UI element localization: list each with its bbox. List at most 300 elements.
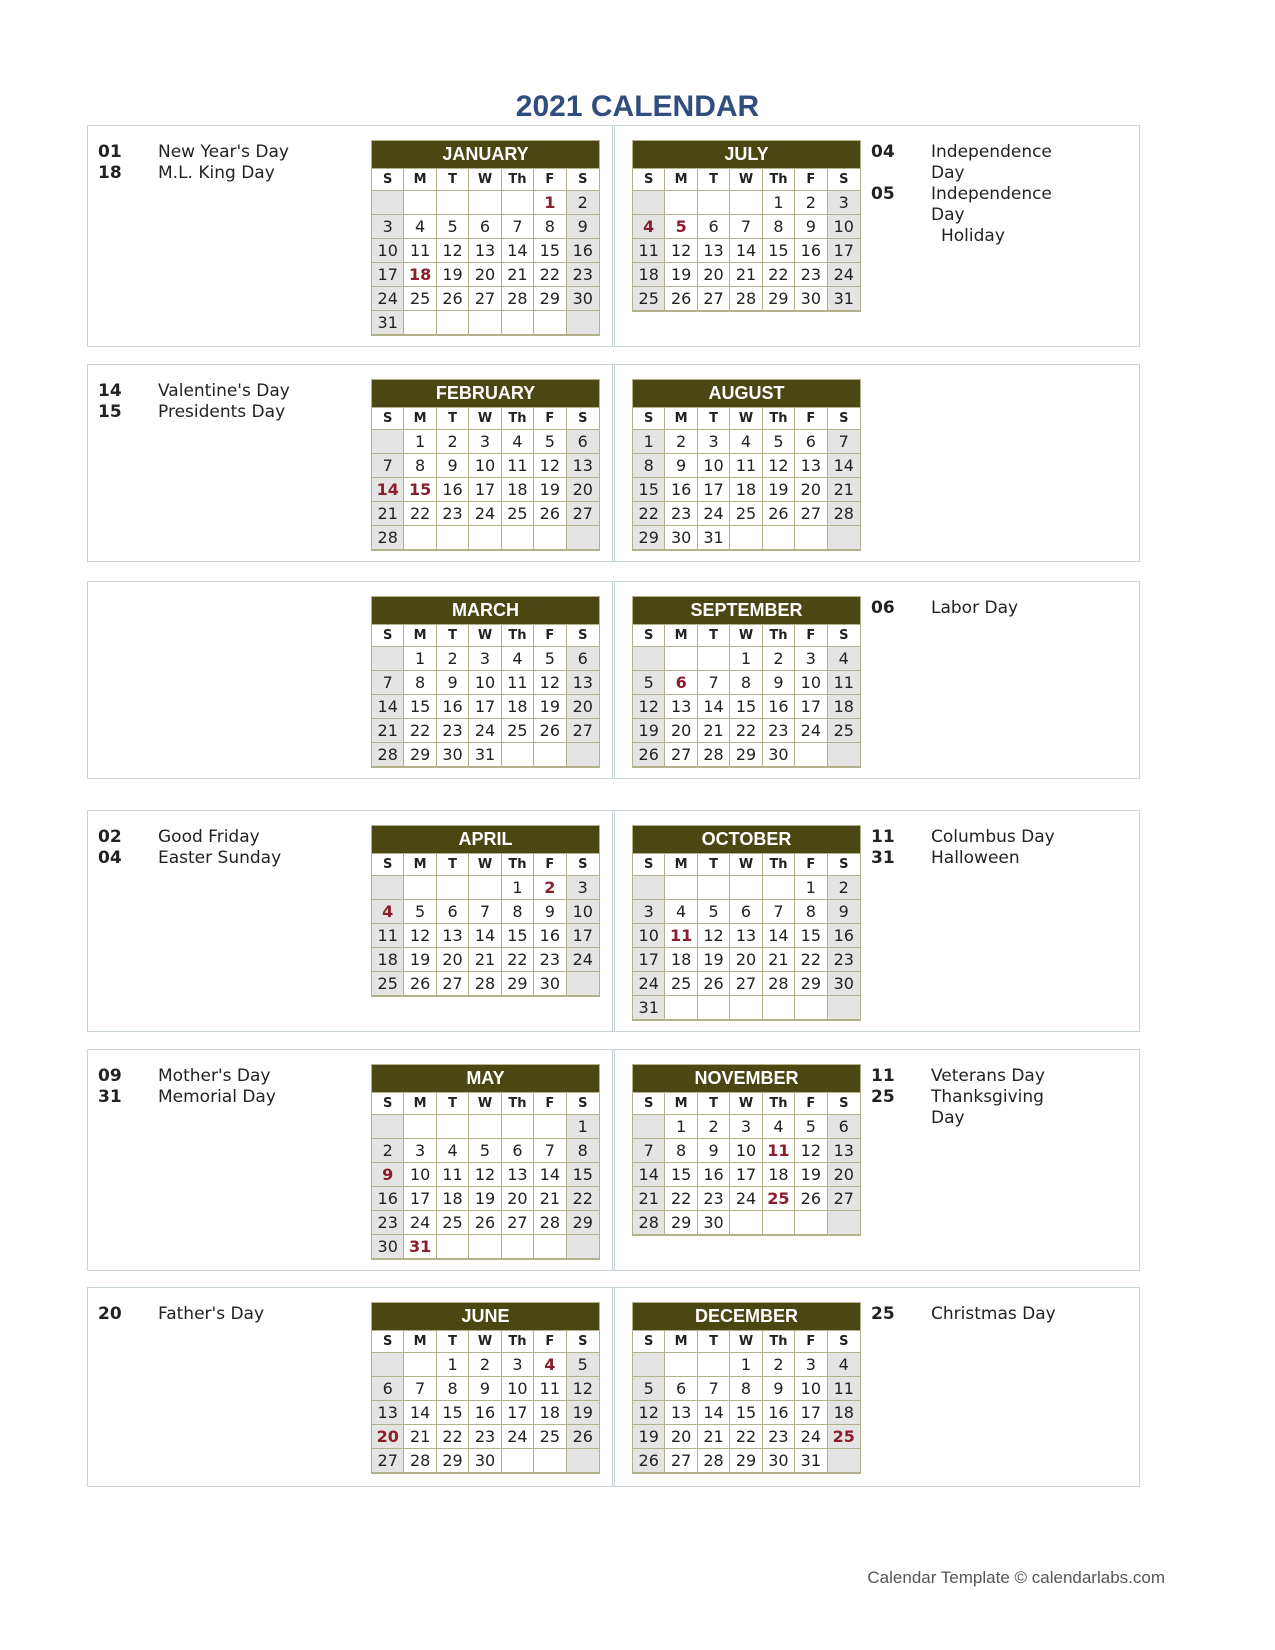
holiday-date: 05 [871, 184, 895, 204]
holiday-item [871, 598, 1081, 619]
day-cell: 8 [633, 454, 665, 478]
day-cell: 13 [795, 454, 827, 478]
day-cell: 5 [633, 671, 665, 695]
weekday-header: T [437, 408, 469, 430]
day-cell: 30 [534, 972, 566, 996]
day-cell: 10 [795, 1377, 827, 1401]
day-cell: 5 [567, 1353, 599, 1377]
day-cell: 29 [502, 972, 534, 996]
day-cell: 1 [730, 1353, 762, 1377]
empty-cell [534, 311, 566, 335]
empty-cell [372, 647, 404, 671]
empty-cell [372, 876, 404, 900]
holiday-list [98, 827, 308, 869]
day-cell: 5 [404, 900, 436, 924]
month-calendar [371, 379, 600, 551]
day-cell: 24 [469, 719, 501, 743]
month-name: JANUARY [372, 141, 599, 169]
day-cell: 7 [730, 215, 762, 239]
day-cell: 25 [404, 287, 436, 311]
day-cell: 24 [795, 1425, 827, 1449]
day-cell: 3 [795, 647, 827, 671]
empty-cell [665, 876, 697, 900]
holiday-date: 02 [98, 827, 122, 847]
empty-cell [469, 1235, 501, 1259]
holiday-list [98, 381, 308, 423]
empty-cell [437, 1235, 469, 1259]
empty-cell [567, 311, 599, 335]
day-cell: 22 [567, 1187, 599, 1211]
weekday-header: Th [502, 169, 534, 191]
weekday-header: W [469, 625, 501, 647]
day-cell: 31 [795, 1449, 827, 1473]
day-cell: 14 [372, 695, 404, 719]
day-cell: 7 [763, 900, 795, 924]
holiday-name: Mother's Day [158, 1066, 271, 1086]
day-cell: 4 [372, 900, 404, 924]
empty-cell [763, 526, 795, 550]
day-cell: 4 [404, 215, 436, 239]
day-cell: 8 [730, 671, 762, 695]
day-cell: 4 [828, 647, 860, 671]
empty-cell [534, 1115, 566, 1139]
holiday-date: 01 [98, 142, 122, 162]
day-cell: 3 [730, 1115, 762, 1139]
holiday-item [871, 1066, 1081, 1087]
day-cell: 23 [763, 1425, 795, 1449]
day-cell: 16 [763, 695, 795, 719]
day-cell: 10 [469, 454, 501, 478]
day-cell: 29 [730, 1449, 762, 1473]
holiday-item [98, 381, 308, 402]
day-cell: 31 [828, 287, 860, 311]
weekday-header: S [633, 854, 665, 876]
day-cell: 24 [502, 1425, 534, 1449]
day-cell: 5 [437, 215, 469, 239]
day-cell: 12 [633, 1401, 665, 1425]
day-cell: 5 [469, 1139, 501, 1163]
day-cell: 27 [698, 287, 730, 311]
day-cell: 12 [633, 695, 665, 719]
day-cell: 24 [404, 1211, 436, 1235]
footer-credit: Calendar Template © calendarlabs.com [867, 1568, 1165, 1587]
day-cell: 17 [404, 1187, 436, 1211]
holiday-list [98, 1304, 308, 1325]
day-cell: 15 [502, 924, 534, 948]
weekday-header: T [698, 408, 730, 430]
holiday-name: Columbus Day [931, 827, 1055, 847]
empty-cell [698, 647, 730, 671]
day-cell: 4 [665, 900, 697, 924]
day-cell: 11 [502, 454, 534, 478]
day-cell: 27 [437, 972, 469, 996]
day-cell: 28 [534, 1211, 566, 1235]
day-cell: 5 [698, 900, 730, 924]
day-cell: 24 [828, 263, 860, 287]
weekday-header: W [469, 1331, 501, 1353]
weekday-header: S [567, 854, 599, 876]
day-cell: 5 [665, 215, 697, 239]
day-cell: 16 [437, 478, 469, 502]
day-cell: 12 [795, 1139, 827, 1163]
holiday-name: New Year's Day [158, 142, 289, 162]
month-calendar [632, 825, 861, 1021]
weekday-header: S [372, 625, 404, 647]
empty-cell [633, 876, 665, 900]
weekday-header: W [730, 1331, 762, 1353]
day-cell: 11 [763, 1139, 795, 1163]
empty-cell [404, 876, 436, 900]
day-cell: 27 [828, 1187, 860, 1211]
day-cell: 5 [763, 430, 795, 454]
weekday-header: S [828, 169, 860, 191]
holiday-item [98, 827, 308, 848]
day-cell: 21 [698, 719, 730, 743]
day-cell: 18 [502, 695, 534, 719]
day-cell: 30 [795, 287, 827, 311]
day-cell: 17 [567, 924, 599, 948]
weekday-header: S [372, 1331, 404, 1353]
day-cell: 21 [502, 263, 534, 287]
day-cell: 30 [469, 1449, 501, 1473]
day-cell: 15 [633, 478, 665, 502]
day-cell: 13 [828, 1139, 860, 1163]
day-cell: 16 [795, 239, 827, 263]
day-cell: 17 [372, 263, 404, 287]
weekday-header: M [404, 625, 436, 647]
weekday-header: T [698, 1331, 730, 1353]
day-cell: 31 [404, 1235, 436, 1259]
day-cell: 29 [763, 287, 795, 311]
day-cell: 19 [665, 263, 697, 287]
weekday-header: S [828, 854, 860, 876]
day-cell: 20 [567, 695, 599, 719]
empty-cell [469, 526, 501, 550]
day-cell: 19 [698, 948, 730, 972]
day-grid [633, 1331, 860, 1473]
day-cell: 18 [763, 1163, 795, 1187]
empty-cell [828, 743, 860, 767]
day-cell: 28 [502, 287, 534, 311]
weekday-header: T [698, 1093, 730, 1115]
holiday-item [98, 163, 308, 184]
month-calendar [632, 379, 861, 551]
day-cell: 9 [437, 454, 469, 478]
holiday-date: 20 [98, 1304, 122, 1324]
day-cell: 31 [698, 526, 730, 550]
holiday-date: 11 [871, 827, 895, 847]
day-cell: 25 [763, 1187, 795, 1211]
holiday-list [98, 1066, 308, 1108]
day-cell: 30 [763, 743, 795, 767]
day-cell: 8 [404, 454, 436, 478]
weekday-header: F [534, 625, 566, 647]
day-cell: 25 [534, 1425, 566, 1449]
day-cell: 28 [372, 743, 404, 767]
day-cell: 14 [633, 1163, 665, 1187]
empty-cell [534, 1449, 566, 1473]
day-cell: 18 [437, 1187, 469, 1211]
day-cell: 30 [567, 287, 599, 311]
day-cell: 22 [665, 1187, 697, 1211]
day-cell: 25 [502, 502, 534, 526]
day-grid [372, 408, 599, 550]
day-cell: 28 [633, 1211, 665, 1235]
empty-cell [372, 1115, 404, 1139]
holiday-list [871, 1066, 1081, 1129]
day-cell: 30 [665, 526, 697, 550]
empty-cell [730, 876, 762, 900]
day-cell: 17 [698, 478, 730, 502]
day-cell: 9 [828, 900, 860, 924]
day-cell: 4 [828, 1353, 860, 1377]
day-cell: 26 [534, 719, 566, 743]
day-cell: 13 [665, 1401, 697, 1425]
weekday-header: M [404, 408, 436, 430]
month-name: SEPTEMBER [633, 597, 860, 625]
day-cell: 3 [372, 215, 404, 239]
day-cell: 29 [404, 743, 436, 767]
day-cell: 11 [404, 239, 436, 263]
day-cell: 2 [372, 1139, 404, 1163]
day-cell: 20 [469, 263, 501, 287]
weekday-header: F [534, 169, 566, 191]
day-cell: 9 [372, 1163, 404, 1187]
empty-cell [730, 1211, 762, 1235]
day-cell: 14 [730, 239, 762, 263]
holiday-list [871, 827, 1081, 869]
weekday-header: Th [502, 1331, 534, 1353]
empty-cell [698, 996, 730, 1020]
day-cell: 25 [633, 287, 665, 311]
day-cell: 25 [372, 972, 404, 996]
empty-cell [437, 876, 469, 900]
day-cell: 16 [534, 924, 566, 948]
weekday-header: S [633, 1093, 665, 1115]
day-cell: 14 [534, 1163, 566, 1187]
empty-cell [633, 191, 665, 215]
weekday-header: F [534, 854, 566, 876]
day-cell: 16 [828, 924, 860, 948]
day-cell: 16 [665, 478, 697, 502]
day-cell: 6 [828, 1115, 860, 1139]
day-cell: 11 [437, 1163, 469, 1187]
weekday-header: F [795, 1093, 827, 1115]
weekday-header: S [567, 1331, 599, 1353]
weekday-header: S [828, 625, 860, 647]
day-cell: 11 [372, 924, 404, 948]
weekday-header: S [828, 1093, 860, 1115]
empty-cell [567, 972, 599, 996]
day-cell: 8 [437, 1377, 469, 1401]
day-cell: 28 [763, 972, 795, 996]
day-cell: 8 [404, 671, 436, 695]
weekday-header: T [437, 1093, 469, 1115]
holiday-date: 14 [98, 381, 122, 401]
day-cell: 25 [502, 719, 534, 743]
day-cell: 27 [502, 1211, 534, 1235]
day-cell: 19 [795, 1163, 827, 1187]
day-cell: 21 [730, 263, 762, 287]
weekday-header: W [730, 1093, 762, 1115]
day-cell: 13 [372, 1401, 404, 1425]
day-cell: 11 [665, 924, 697, 948]
day-cell: 17 [828, 239, 860, 263]
day-cell: 21 [828, 478, 860, 502]
empty-cell [567, 743, 599, 767]
day-cell: 11 [534, 1377, 566, 1401]
day-cell: 19 [633, 1425, 665, 1449]
month-panel-june [87, 1287, 615, 1487]
day-cell: 22 [502, 948, 534, 972]
day-cell: 18 [502, 478, 534, 502]
holiday-date: 11 [871, 1066, 895, 1086]
day-cell: 10 [469, 671, 501, 695]
holiday-date [871, 226, 931, 247]
day-cell: 27 [665, 1449, 697, 1473]
day-cell: 20 [828, 1163, 860, 1187]
empty-cell [763, 1211, 795, 1235]
month-name: JULY [633, 141, 860, 169]
day-cell: 22 [730, 1425, 762, 1449]
weekday-header: M [665, 625, 697, 647]
day-cell: 7 [698, 1377, 730, 1401]
empty-cell [828, 996, 860, 1020]
day-cell: 17 [502, 1401, 534, 1425]
day-grid [372, 1093, 599, 1259]
day-cell: 29 [665, 1211, 697, 1235]
weekday-header: T [698, 854, 730, 876]
weekday-header: Th [502, 625, 534, 647]
day-cell: 1 [730, 647, 762, 671]
empty-cell [698, 191, 730, 215]
empty-cell [567, 1235, 599, 1259]
holiday-item [98, 848, 308, 869]
holiday-name: Holiday [941, 226, 1005, 246]
day-cell: 24 [795, 719, 827, 743]
day-cell: 29 [567, 1211, 599, 1235]
day-cell: 16 [437, 695, 469, 719]
weekday-header: W [469, 169, 501, 191]
empty-cell [404, 311, 436, 335]
weekday-header: W [730, 169, 762, 191]
day-cell: 11 [633, 239, 665, 263]
holiday-name: Father's Day [158, 1304, 265, 1324]
holiday-item [871, 226, 1091, 247]
weekday-header: F [795, 625, 827, 647]
day-cell: 10 [698, 454, 730, 478]
day-cell: 22 [763, 263, 795, 287]
weekday-header: S [828, 1331, 860, 1353]
day-cell: 1 [665, 1115, 697, 1139]
day-cell: 19 [633, 719, 665, 743]
day-cell: 29 [534, 287, 566, 311]
month-name: APRIL [372, 826, 599, 854]
day-cell: 6 [795, 430, 827, 454]
day-cell: 3 [404, 1139, 436, 1163]
day-cell: 26 [534, 502, 566, 526]
day-cell: 4 [534, 1353, 566, 1377]
empty-cell [404, 526, 436, 550]
day-cell: 18 [665, 948, 697, 972]
day-cell: 13 [567, 671, 599, 695]
weekday-header: F [795, 169, 827, 191]
holiday-name: Thanksgiving Day [931, 1087, 1044, 1128]
holiday-name: Independence Day [931, 142, 1052, 183]
empty-cell [633, 647, 665, 671]
month-calendar [371, 825, 600, 997]
empty-cell [502, 526, 534, 550]
day-cell: 23 [437, 502, 469, 526]
weekday-header: M [665, 408, 697, 430]
day-cell: 6 [567, 430, 599, 454]
day-grid [372, 854, 599, 996]
day-cell: 23 [763, 719, 795, 743]
day-cell: 25 [828, 719, 860, 743]
day-cell: 6 [469, 215, 501, 239]
empty-cell [828, 1449, 860, 1473]
month-panel-september [612, 581, 1140, 779]
day-cell: 12 [534, 671, 566, 695]
empty-cell [372, 1353, 404, 1377]
day-cell: 14 [698, 1401, 730, 1425]
weekday-header: F [795, 408, 827, 430]
day-cell: 22 [633, 502, 665, 526]
day-cell: 11 [502, 671, 534, 695]
day-cell: 12 [437, 239, 469, 263]
day-cell: 13 [665, 695, 697, 719]
day-cell: 22 [730, 719, 762, 743]
weekday-header: T [437, 1331, 469, 1353]
day-cell: 8 [534, 215, 566, 239]
holiday-name: Veterans Day [931, 1066, 1045, 1086]
day-cell: 19 [534, 478, 566, 502]
day-cell: 1 [534, 191, 566, 215]
holiday-name: Labor Day [931, 598, 1019, 618]
day-cell: 1 [567, 1115, 599, 1139]
day-cell: 31 [633, 996, 665, 1020]
day-cell: 25 [828, 1425, 860, 1449]
day-cell: 28 [372, 526, 404, 550]
empty-cell [534, 1235, 566, 1259]
day-cell: 15 [730, 695, 762, 719]
holiday-list [98, 142, 308, 184]
holiday-name: Memorial Day [158, 1087, 276, 1107]
holiday-date: 31 [871, 848, 895, 868]
day-cell: 2 [698, 1115, 730, 1139]
day-cell: 15 [437, 1401, 469, 1425]
holiday-item [871, 1304, 1081, 1325]
holiday-item [871, 1087, 1081, 1129]
holiday-date: 31 [98, 1087, 122, 1107]
day-cell: 23 [567, 263, 599, 287]
empty-cell [469, 191, 501, 215]
day-cell: 23 [372, 1211, 404, 1235]
day-cell: 15 [665, 1163, 697, 1187]
month-panel-december [612, 1287, 1140, 1487]
weekday-header: S [372, 854, 404, 876]
day-cell: 21 [372, 502, 404, 526]
holiday-item [871, 184, 1091, 226]
day-cell: 20 [730, 948, 762, 972]
weekday-header: M [404, 1093, 436, 1115]
day-cell: 28 [404, 1449, 436, 1473]
empty-cell [469, 876, 501, 900]
day-cell: 14 [828, 454, 860, 478]
day-cell: 9 [698, 1139, 730, 1163]
day-cell: 2 [567, 191, 599, 215]
day-cell: 21 [763, 948, 795, 972]
